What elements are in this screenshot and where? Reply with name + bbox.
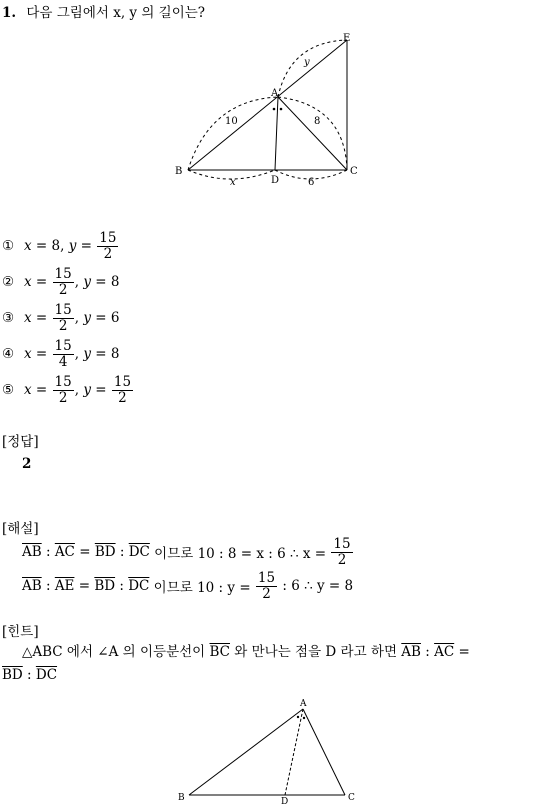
choice-item[interactable]: ⑤ x = $\frac{15}{2}$ , y = $\frac{15}{2}$ bbox=[2, 373, 132, 406]
choice-mark: ④ bbox=[2, 346, 15, 362]
vertex-label-c: C bbox=[350, 166, 358, 177]
vertex-label-d: D bbox=[281, 797, 289, 804]
angle-mark-dot bbox=[297, 716, 299, 718]
segment-label-ae: y bbox=[304, 57, 310, 68]
solution-line-1: $\overline{AB}$ : $\overline{AC}$ = $\overline{BD}$ : $\overline{DC}$ 이므로 10 : 8 = x : 6 ∴ x = $\frac{15}{2}$ bbox=[22, 535, 351, 568]
choice-mark: ① bbox=[2, 238, 15, 254]
answer-heading: [정답] bbox=[2, 434, 39, 450]
choice-list bbox=[2, 228, 134, 408]
choice-item[interactable]: ② x = $\frac{15}{2}$ , y = 8 bbox=[2, 265, 120, 298]
solution-line-2: $\overline{AB}$ : $\overline{AE}$ = $\overline{BD}$ : $\overline{DC}$ 이므로 10 : y = $\frac{15}{2}$ : 6 ∴ y = 8 bbox=[22, 569, 354, 602]
choice-mark: ⑤ bbox=[2, 382, 15, 398]
fraction: $\frac{15}{2}$ bbox=[54, 265, 72, 298]
segment-ab bbox=[189, 709, 303, 795]
segment-ad bbox=[275, 97, 278, 170]
fraction: $\frac{15}{4}$ bbox=[54, 337, 72, 370]
fraction: $\frac{15}{2}$ bbox=[113, 373, 132, 406]
vertex-label-a: A bbox=[271, 88, 279, 99]
angle-mark-dot bbox=[280, 108, 283, 111]
solution-heading: [해설] bbox=[2, 521, 39, 537]
question-text: 다음 그림에서 x, y 의 길이는? bbox=[26, 5, 206, 21]
fraction: $\frac{15}{2}$ bbox=[54, 373, 72, 406]
figure-triangle-hint bbox=[175, 695, 360, 804]
vertex-label-a: A bbox=[300, 699, 307, 709]
vertex-label-e: E bbox=[343, 33, 351, 44]
angle-mark-dot bbox=[273, 108, 276, 111]
segment-label-ab: 10 bbox=[225, 116, 238, 127]
vertex-label-b: B bbox=[178, 793, 185, 803]
hint-text: △ABC 에서 ∠A 의 이등분선이 $\overline{BC}$ 와 만나는 점을 D 라고 하면 $\overline{AB}$ : $\overline{AC}$ = $\overline{BD}$ : $\overline{DC}$ bbox=[2, 644, 470, 683]
fraction: $\frac{15}{2}$ bbox=[333, 535, 351, 568]
choice-item[interactable]: ① x = 8 , y = $\frac{15}{2}$ bbox=[2, 229, 117, 262]
fraction: $\frac{15}{2}$ bbox=[54, 301, 72, 334]
answer-value: 2 bbox=[22, 456, 32, 472]
segment-label-ac: 8 bbox=[314, 116, 321, 127]
segment-be bbox=[188, 40, 347, 170]
choice-mark: ③ bbox=[2, 310, 15, 326]
fraction: $\frac{15}{2}$ bbox=[99, 229, 117, 262]
choice-item[interactable]: ③ x = $\frac{15}{2}$ , y = 6 bbox=[2, 301, 120, 334]
fraction: $\frac{15}{2}$ bbox=[257, 569, 276, 602]
angle-mark-dot bbox=[303, 717, 305, 719]
figure-triangle-main bbox=[170, 30, 370, 190]
vertex-label-b: B bbox=[175, 166, 183, 177]
segment-label-bd: x bbox=[230, 177, 236, 188]
vertex-label-d: D bbox=[271, 175, 280, 186]
segment-label-dc: 6 bbox=[308, 177, 315, 188]
question-line bbox=[2, 1, 205, 21]
question-number: 1. bbox=[2, 5, 17, 21]
hint-heading: [힌트] bbox=[2, 624, 39, 640]
vertex-label-c: C bbox=[348, 793, 355, 803]
choice-mark: ② bbox=[2, 274, 15, 290]
segment-ac bbox=[278, 97, 347, 170]
segment-ad bbox=[285, 709, 303, 795]
choice-item[interactable]: ④ x = $\frac{15}{4}$ , y = 8 bbox=[2, 337, 120, 370]
segment-ac bbox=[303, 709, 345, 795]
